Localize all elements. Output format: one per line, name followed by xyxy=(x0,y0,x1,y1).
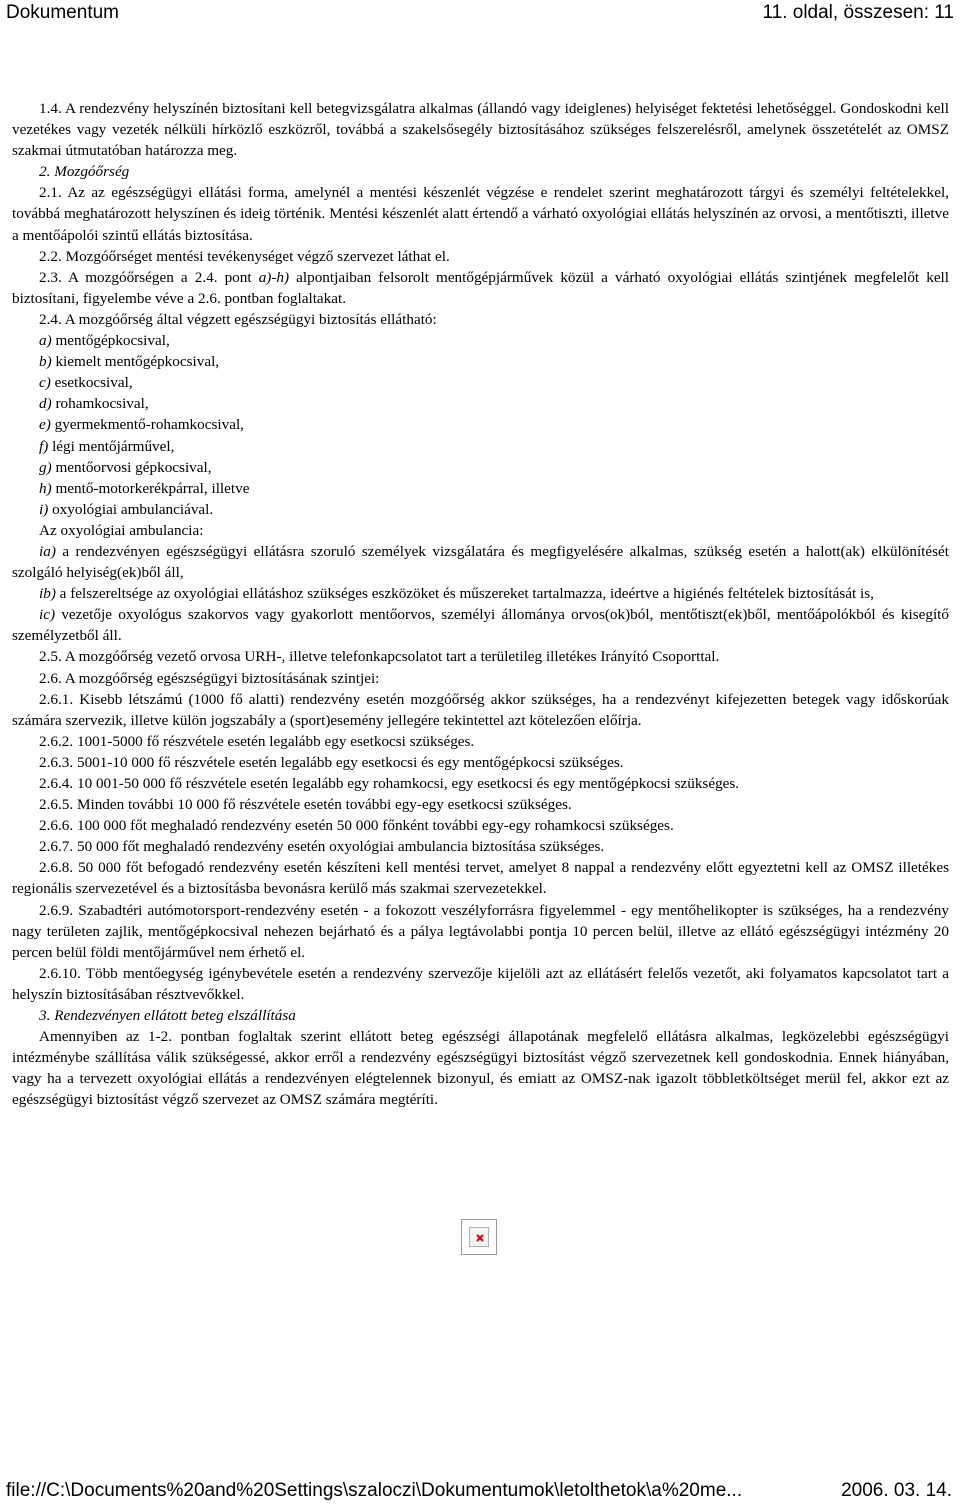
broken-image-icon xyxy=(461,1219,497,1255)
list-item xyxy=(12,478,949,499)
list-item-text: esetkocsival, xyxy=(50,374,133,392)
paragraph-2-5: 2.5. A mozgóőrség vezető orvosa URH-, illetve telefonkapcsolatot tart a területileg illetékes Irányító Csoporttal. xyxy=(39,648,720,666)
list-item-text: mentő-motorkerékpárral, illetve xyxy=(51,479,250,497)
list-item xyxy=(12,457,949,478)
paragraph-3: Amennyiben az 1-2. pontban foglaltak szerint ellátott beteg egészségi állapotának megfelelő ellátásra alkalmas, legközelebbi egészségügyi intézménybe szállítása válik szükségessé, akkor erről a rendezvény egészségügyi biztosítást végző szervezetnek kell gondoskodnia. Ennek hiányában, vagy ha a tervezett oxyológiai ellátás a rendezvényen elégtelennek bizonyul, és emiatt az OMSZ-nak igazolt többletköltséget merül fel, akkor ezt az egészségügyi biztosítást végző szervezet az OMSZ számára megtéríti. xyxy=(12,1028,949,1109)
paragraph-1-4: 1.4. A rendezvény helyszínén biztosítani kell betegvizsgálatra alkalmas (állandó vagy ideiglenes) helyiséget fektetési lehetőséggel. Gondoskodni kell vezetékes vagy vezeték nélküli hírközlő eszközről, továbbá a szakelsősegély biztosításához szükséges felszerelésről, amelynek összetételét az OMSZ szakmai útmutatóban határozza meg. xyxy=(12,100,949,160)
list-item-key: d) xyxy=(39,395,52,413)
ambulance-item-text: a felszereltsége az oxyológiai ellátáshoz szükséges eszközöket és műszereket tartalmazza, ideértve a higiénés feltételek biztosítását is, xyxy=(55,585,874,603)
ambulance-item-text: a rendezvényen egészségügyi ellátásra szoruló személyek vizsgálatára és megfigyelésére alkalmas, szükség esetén a halott(ak) elkülönítését szolgáló helyiség(ek)ből áll, xyxy=(12,542,949,582)
paragraph-2-6-9: 2.6.9. Szabadtéri autómotorsport-rendezvény esetén - a fokozott veszélyforrásra figyelemmel - egy mentőhelikopter is szükséges, ha a rendezvény nagy területen zajlik, mentőgépkocsival nehezen bejárható és a pálya legtávolabbi pontja 10 percen belül, illetve az ellátó egészségügyi intézmény 20 percen belül földi mentőjárművel nem érhető el. xyxy=(12,901,949,961)
list-item xyxy=(12,393,949,414)
vehicle-list xyxy=(12,330,949,520)
paragraph-2-6-8: 2.6.8. 50 000 főt befogadó rendezvény esetén készíteni kell mentési tervet, amelyet 8 nappal a rendezvény előtt egyeztetni kell az OMSZ illetékes regionális szervezetével és a biztosításba bevonásra kerülő más szakmai szervezetekkel. xyxy=(12,859,949,898)
paragraph-2-6-2: 2.6.2. 1001-5000 fő részvétele esetén legalább egy esetkocsi szükséges. xyxy=(39,732,475,750)
red-x-icon xyxy=(466,1224,492,1250)
paragraph-2-4: 2.4. A mozgóőrség által végzett egészségügyi biztosítás ellátható: xyxy=(39,310,437,328)
list-item-text: mentőgépkocsival, xyxy=(51,332,170,350)
list-item xyxy=(12,414,949,435)
list-item-key: e) xyxy=(39,416,51,434)
list-item-text: kiemelt mentőgépkocsival, xyxy=(51,353,220,371)
list-item-key: a) xyxy=(39,332,52,350)
list-item xyxy=(12,351,949,372)
ambulance-item-key: ia) xyxy=(39,542,56,560)
list-item-text: gyermekmentő-rohamkocsival, xyxy=(50,416,244,434)
ambulance-item-text: vezetője oxyológus szakorvos vagy gyakorlott mentőorvos, személyi állománya orvos(ok)ból, mentőtiszt(ek)ből, mentőápolókból és kisegítő személyzetből áll. xyxy=(12,606,949,645)
print-date: 2006. 03. 14. xyxy=(841,1480,952,1501)
paragraph-2-2: 2.2. Mozgóőrséget mentési tevékenységet végző szervezet láthat el. xyxy=(39,247,450,265)
paragraph-2-3-end: alpontjaiban felsorolt mentőgépjárművek közül a várható oxyológiai ellátás szintjének megfelelőt kell biztosítani, figyelembe véve a 2.6. pontban foglaltakat. xyxy=(12,268,949,307)
ambulance-item-ia xyxy=(12,541,949,583)
paragraph-2-3-ref: a)-h) xyxy=(258,268,290,286)
paragraph-2-3-start: 2.3. A mozgóőrségen a 2.4. pont xyxy=(39,268,259,286)
ambulance-item-ic xyxy=(12,604,949,646)
file-path: file://C:\Documents%20and%20Settings\szaloczi\Dokumentumok\letolthetok\a%20me... xyxy=(6,1480,743,1501)
list-item-text: mentőorvosi gépkocsival, xyxy=(51,458,212,476)
document-title: Dokumentum xyxy=(6,2,119,23)
list-item-text: rohamkocsival, xyxy=(51,395,149,413)
list-item-key: g) xyxy=(39,458,52,476)
ambulance-item-key: ic) xyxy=(39,606,56,624)
paragraph-2-6-10: 2.6.10. Több mentőegység igénybevétele esetén a rendezvény szervezője kijelöli azt az ellátásért felelős vezetőt, aki folyamatos kapcsolatot tart a helyszín biztosításában résztvevőkkel. xyxy=(12,964,949,1003)
section-heading-3: 3. Rendezvényen ellátott beteg elszállítása xyxy=(39,1007,296,1025)
list-item xyxy=(12,499,949,520)
ambulance-heading: Az oxyológiai ambulancia: xyxy=(39,521,204,539)
list-item xyxy=(12,436,949,457)
list-item xyxy=(12,372,949,393)
list-item-text: oxyológiai ambulanciával. xyxy=(48,500,214,518)
paragraph-2-6-3: 2.6.3. 5001-10 000 fő részvétele esetén legalább egy esetkocsi és egy mentőgépkocsi szükséges. xyxy=(39,753,624,771)
document-body xyxy=(12,98,949,1111)
ambulance-item-key: ib) xyxy=(39,585,56,603)
section-heading-2: 2. Mozgóőrség xyxy=(39,163,130,181)
paragraph-2-6-5: 2.6.5. Minden további 10 000 fő részvétele esetén további egy-egy esetkocsi szükséges. xyxy=(39,796,572,814)
list-item-key: b) xyxy=(39,353,52,371)
paragraph-2-6: 2.6. A mozgóőrség egészségügyi biztosításának szintjei: xyxy=(39,669,380,687)
paragraph-2-6-7: 2.6.7. 50 000 főt meghaladó rendezvény esetén oxyológiai ambulancia biztosítása szükséges. xyxy=(39,838,605,856)
paragraph-2-6-6: 2.6.6. 100 000 főt meghaladó rendezvény esetén 50 000 főnként további egy-egy rohamkocsi szükséges. xyxy=(39,817,674,835)
list-item-text: légi mentőjárművel, xyxy=(48,437,175,455)
page-number: 11. oldal, összesen: 11 xyxy=(762,2,954,23)
list-item-key: h) xyxy=(39,479,52,497)
paragraph-2-6-4: 2.6.4. 10 001-50 000 fő részvétele esetén legalább egy rohamkocsi, egy esetkocsi és egy mentőgépkocsi szükséges. xyxy=(39,775,740,792)
list-item-key: f) xyxy=(39,437,49,455)
page-header xyxy=(0,0,960,24)
paragraph-2-3 xyxy=(12,267,949,309)
list-item-key: i) xyxy=(39,500,49,518)
paragraph-2-6-1: 2.6.1. Kisebb létszámú (1000 fő alatti) rendezvény esetén mozgóőrség akkor szükséges, ha a rendezvényt kifejezetten betegek vagy időskorúak számára szervezik, illetve külön jogszabály a (sport)esemény jellegére tekintettel azt kötelezően előírja. xyxy=(12,690,949,729)
ambulance-item-ib xyxy=(12,583,949,604)
list-item xyxy=(12,330,949,351)
page-footer xyxy=(0,1480,960,1506)
list-item-key: c) xyxy=(39,374,51,392)
paragraph-2-1: 2.1. Az az egészségügyi ellátási forma, amelynél a mentési készenlét végzése e rendelet szerint meghatározott tárgyi és személyi feltételekkel, továbbá meghatározott helyszínen és ideig történik. Mentési készenlét alatt értendő a várható oxyológiai ellátás helyszínén az orvosi, a mentőtiszti, illetve a mentőápolói szintű ellátás biztosítása. xyxy=(12,184,949,244)
